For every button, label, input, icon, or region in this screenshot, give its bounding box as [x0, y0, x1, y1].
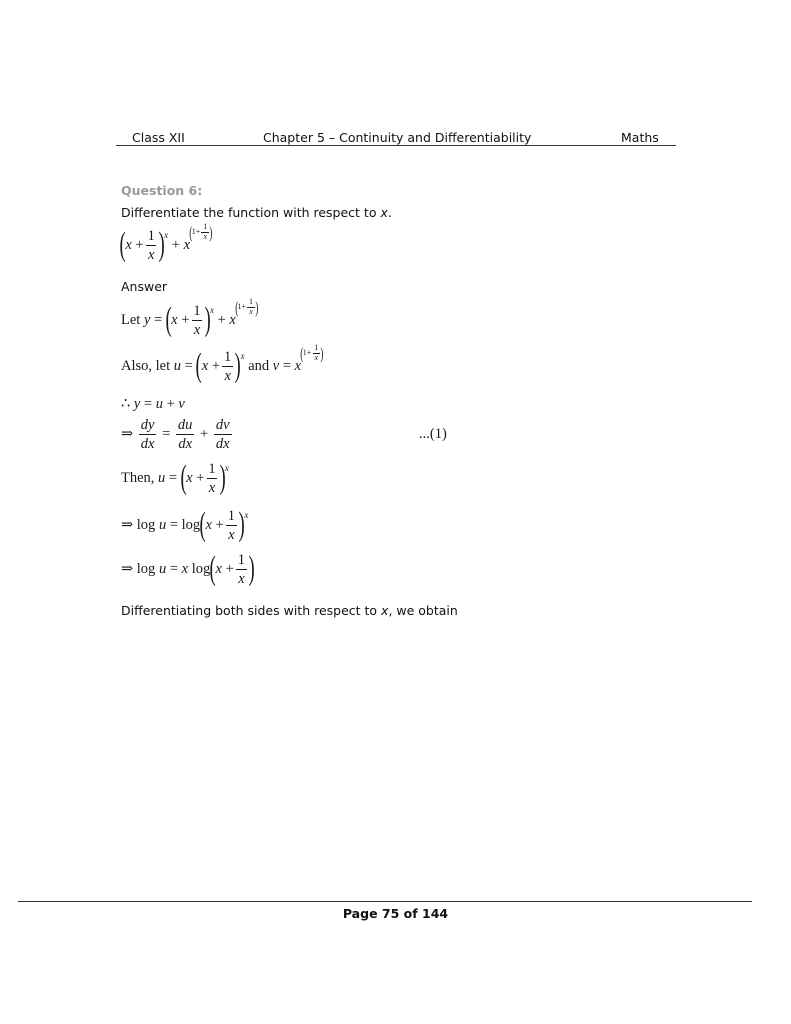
header-divider [116, 145, 676, 146]
page-number: Page 75 of 144 [342, 906, 449, 921]
question-title: Question 6: [121, 183, 203, 198]
answer-label: Answer [121, 279, 168, 294]
equation-let-y: Let y = ( x + $\frac{1}{x}$ ) x + x ( 1+ $\frac{1}{x}$ ) [121, 297, 259, 339]
closing-text: Differentiating both sides with respect to x, we obtain [121, 603, 458, 618]
question-prompt: Differentiate the function with respect to x. [121, 205, 392, 220]
equation-then-u: Then, u = ( x + $\frac{1}{x}$ ) x [121, 459, 229, 497]
equation-log-u: ⇒ log u = log ( x + $\frac{1}{x}$ ) x [121, 506, 249, 544]
header-chapter: Chapter 5 – Continuity and Differentiability [263, 130, 532, 145]
function-expression: ( x + $\frac{1}{x}$ ) x + x ( 1+ $\frac{1}{x}$ ) [119, 222, 213, 264]
equation-log-u-expanded: ⇒ log u = x log ( x + $\frac{1}{x}$ ) [121, 550, 255, 588]
equation-derivative-sum: ⇒ $\frac{dy}{dx}$ = $\frac{du}{dx}$ + $\frac{dv}{dx}$ ...(1) [121, 417, 447, 452]
header-class: Class XII [132, 130, 185, 145]
equation-let-u-v: Also, let u = ( x + $\frac{1}{x}$ ) x and v = x ( 1+ $\frac{1}{x}$ ) [121, 343, 324, 385]
header-subject: Maths [621, 130, 659, 145]
footer-divider [18, 901, 752, 902]
equation-number: ...(1) [419, 426, 447, 443]
equation-y-sum: ∴ y = u + v [121, 396, 185, 412]
